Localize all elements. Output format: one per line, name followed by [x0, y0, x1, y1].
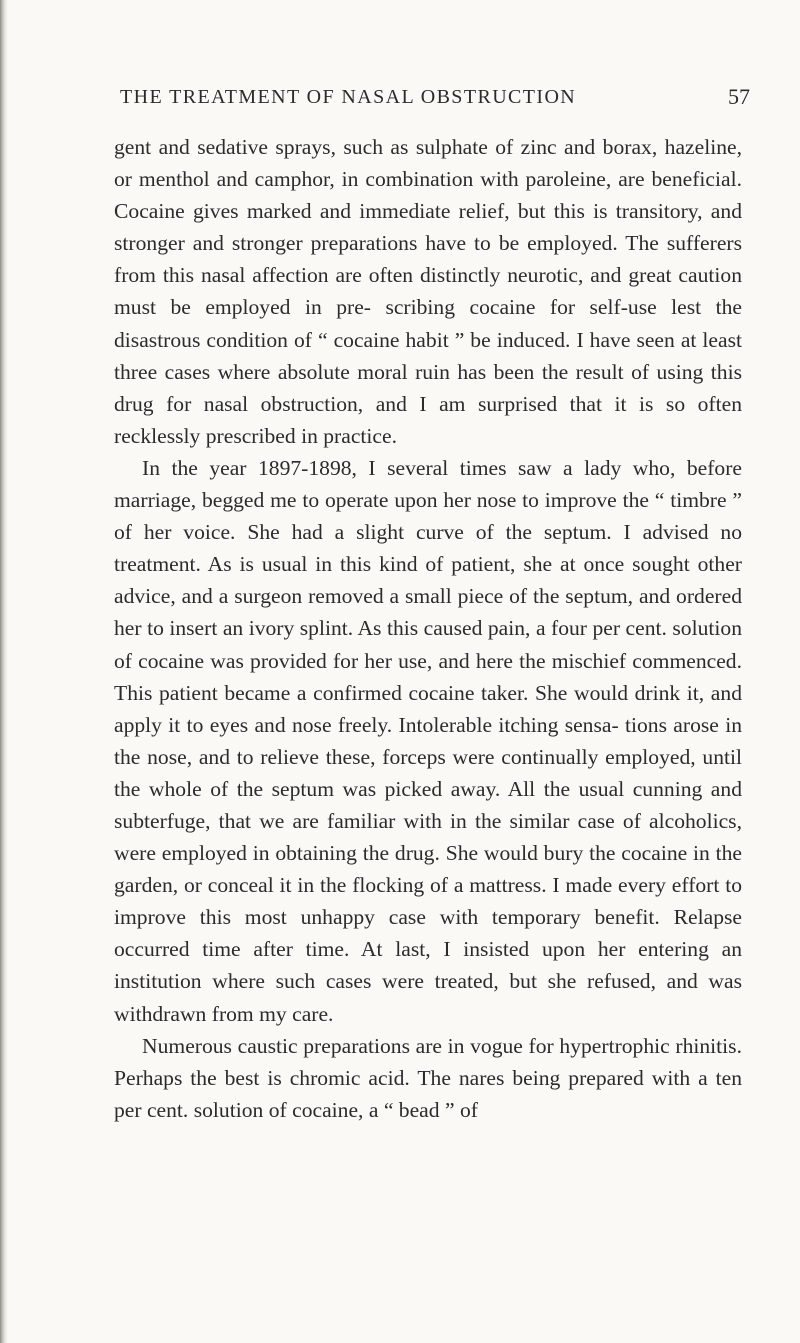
paragraph-continuation: gent and sedative sprays, such as sulphate of zinc and borax, hazeline, or menthol and camphor, in combination with paroleine, are beneficial. Cocaine gives marked and immediate relief, but this is transitory, and stronger and stronger preparations have to be employed. The sufferers from this nasal affection are often distinctly neurotic, and great caution must be employed in pre- scribing cocaine for self-use lest the disastrous condition of “ cocaine habit ” be induced. I have seen at least three cases where absolute moral ruin has been the result of using this drug for nasal obstruction, and I am surprised that it is so often recklessly prescribed in practice. [114, 135, 742, 448]
book-page [114, 84, 750, 1126]
paragraph-case-report: In the year 1897-1898, I several times saw a lady who, before marriage, begged me to operate upon her nose to improve the “ timbre ” of her voice. She had a slight curve of the septum. I advised no treatment. As is usual in this kind of patient, she at once sought other advice, and a surgeon removed a small piece of the septum, and ordered her to insert an ivory splint. As this caused pain, a four per cent. solution of cocaine was provided for her use, and here the mischief commenced. This patient became a confirmed cocaine taker. She would drink it, and apply it to eyes and nose freely. Intolerable itching sensa- tions arose in the nose, and to relieve these, forceps were continually employed, until the whole of the septum was picked away. All the usual cunning and subterfuge, that we are familiar with in the similar case of alcoholics, were employed in obtaining the drug. She would bury the cocaine in the garden, or conceal it in the flocking of a mattress. I made every effort to improve this most unhappy case with temporary benefit. Relapse occurred time after time. At last, I insisted upon her entering an institution where such cases were treated, but she refused, and was withdrawn from my care. [114, 455, 742, 1026]
chapter-title: THE TREATMENT OF NASAL OBSTRUCTION [120, 86, 577, 108]
paragraph-caustic-preparations: Numerous caustic preparations are in vogue for hypertrophic rhinitis. Perhaps the best is chromic acid. The nares being prepared with a ten per cent. solution of cocaine, a “ bead ” of [114, 1033, 742, 1122]
running-head [114, 84, 750, 116]
page-number: 57 [728, 84, 750, 109]
body-text [114, 131, 742, 1126]
binding-edge [0, 0, 8, 1343]
